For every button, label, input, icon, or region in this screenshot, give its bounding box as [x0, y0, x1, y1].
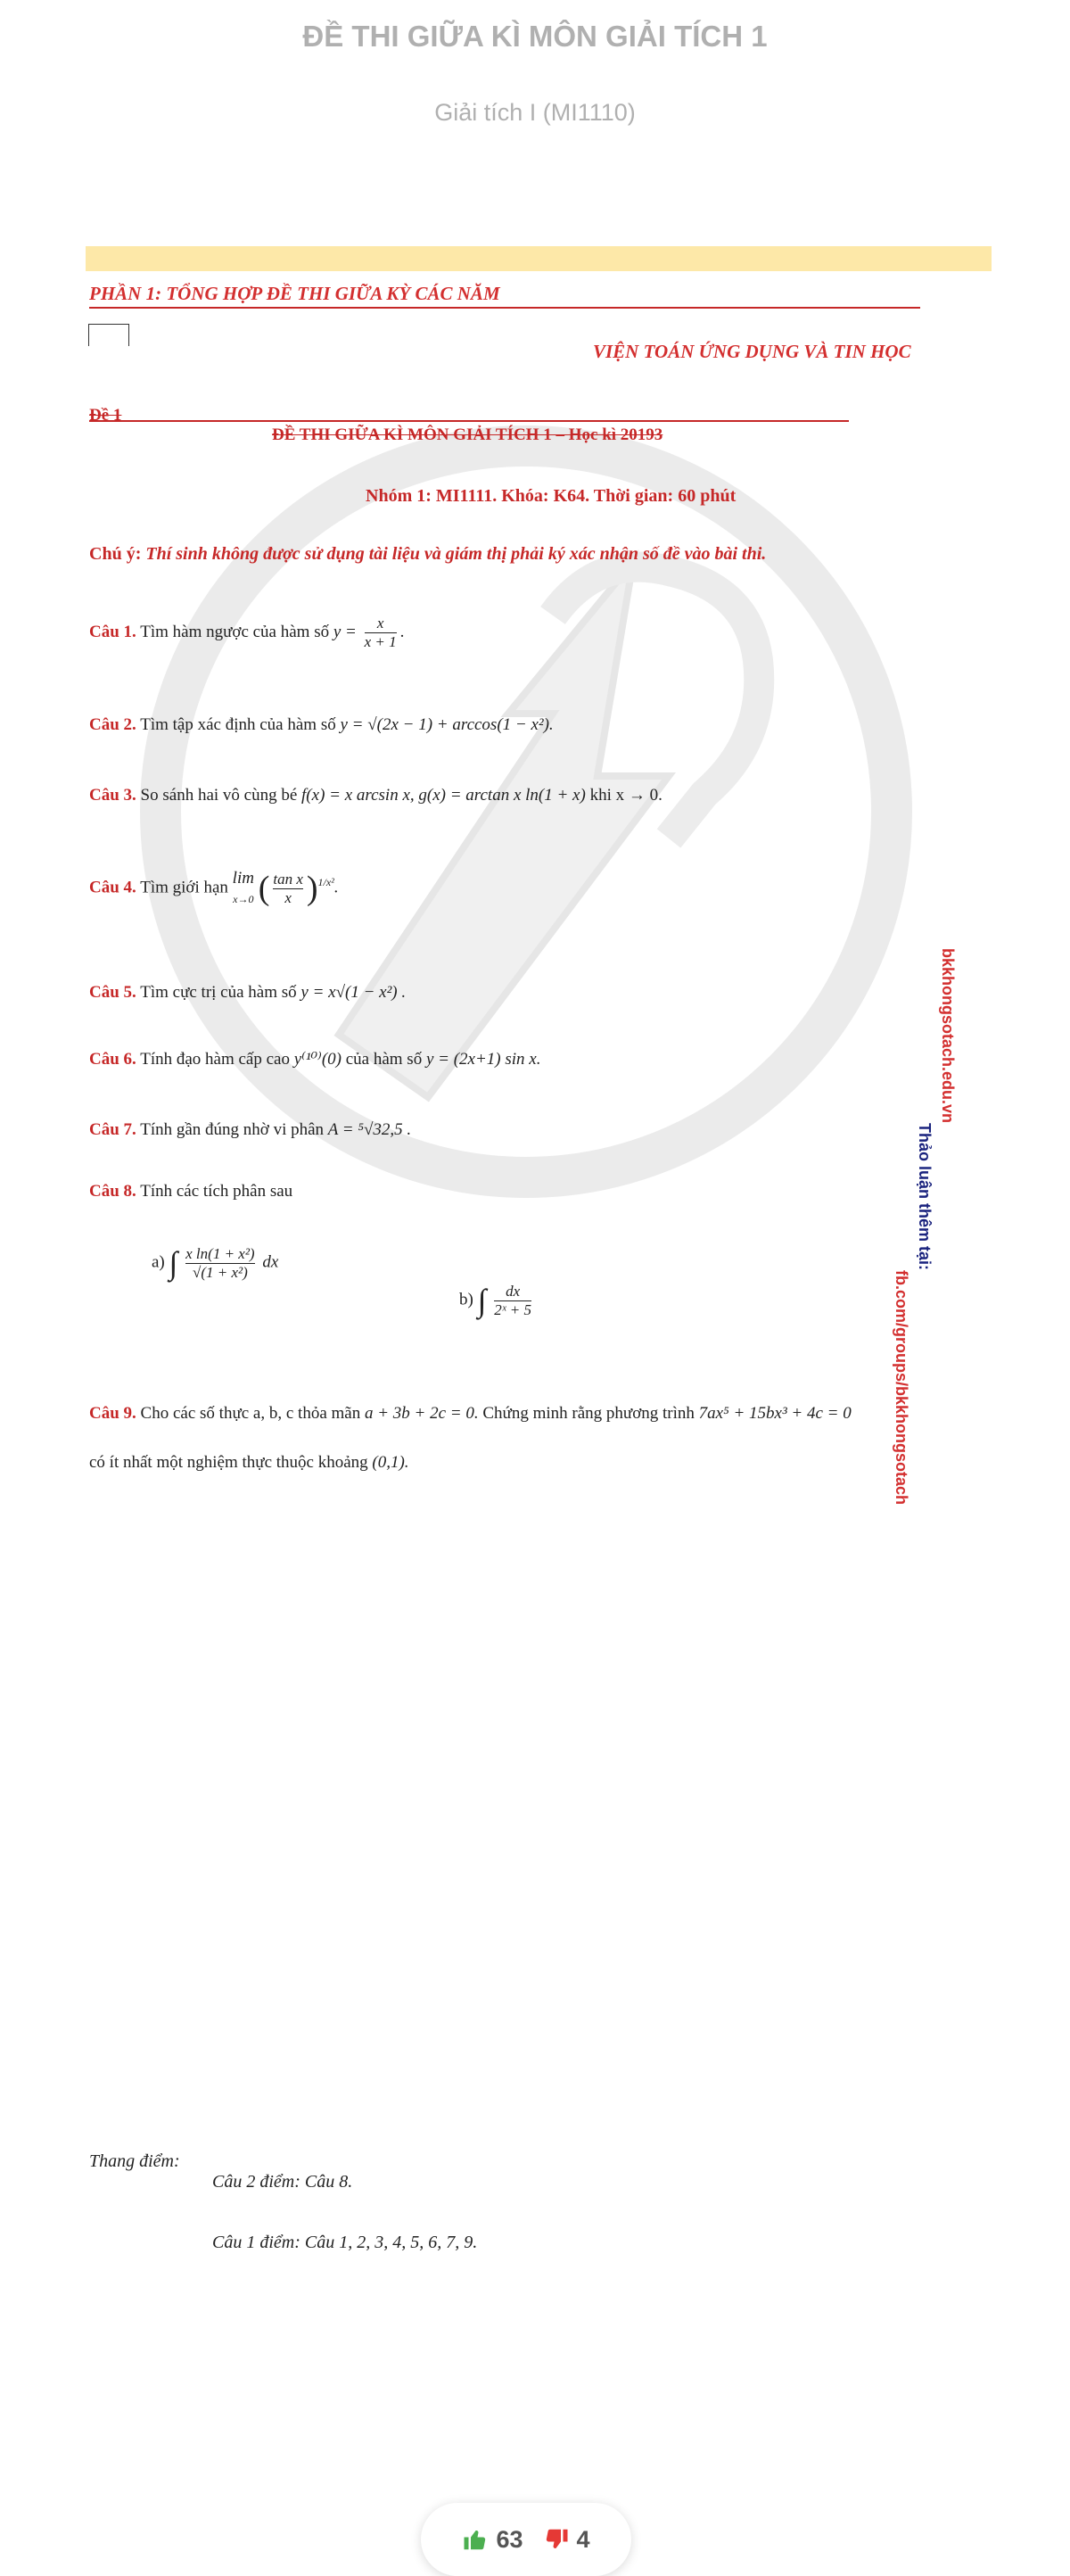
- formula: y = x√(1 − x²) .: [300, 983, 407, 1002]
- question-text: Tìm tập xác định của hàm số: [140, 715, 336, 734]
- note-label: Chú ý:: [89, 544, 142, 564]
- formula: y = √(2x − 1) + arccos(1 − x²).: [340, 715, 554, 734]
- page-header-subtitle: Giải tích I (MI1110): [434, 99, 636, 126]
- formula: 7ax⁵ + 15bx³ + 4c = 0: [698, 1404, 852, 1423]
- question-label: Câu 6.: [89, 1050, 136, 1069]
- grading-line1: Câu 2 điểm: Câu 8.: [212, 2172, 353, 2192]
- question-label: Câu 1.: [89, 622, 136, 641]
- question-label: Câu 8.: [89, 1182, 136, 1201]
- side-website: bkkhongsotach.edu.vn: [939, 948, 957, 1124]
- question-text: Tìm giới hạn: [140, 878, 228, 897]
- formula: lim x→0 ( $\frac{\text{tan x}}{x}$ )$^{1/x^2}$.: [232, 869, 339, 907]
- question-text: Tính gần đúng nhờ vi phân: [140, 1120, 325, 1139]
- question-label: Câu 2.: [89, 715, 136, 734]
- grading-label: Thang điểm:: [89, 2151, 180, 2172]
- formula: a + 3b + 2c = 0.: [364, 1404, 479, 1423]
- integral-a: a) ∫ $\frac{\text{x ln(1 + x²)}}{\text{√(1 + x²)}}$ dx: [152, 1244, 279, 1281]
- question-6: [89, 1049, 1070, 1069]
- section-title: PHẦN 1: TỔNG HỢP ĐỀ THI GIỮA KỲ CÁC NĂM: [89, 283, 500, 304]
- question-3: [89, 786, 1070, 805]
- formula: y⁽¹⁰⁾(0): [293, 1050, 342, 1069]
- question-tail: Chứng minh rằng phương trình: [482, 1404, 695, 1423]
- question-mid: của hàm số: [345, 1050, 423, 1069]
- integral-b: b) ∫ $\frac{dx}{\text{2ˣ + 5}}$: [459, 1282, 531, 1318]
- downvote-count: 4: [576, 2525, 590, 2553]
- question-9: [89, 1404, 1070, 1424]
- question-text: Tính các tích phân sau: [140, 1182, 293, 1201]
- question-label: Câu 9.: [89, 1404, 136, 1423]
- question-text: Cho các số thực a, b, c thỏa mãn: [140, 1404, 361, 1423]
- formula: A = ⁵√32,5 .: [327, 1120, 412, 1139]
- side-facebook-group: fb.com/groups/bkkhongsotach: [893, 1270, 910, 1506]
- formula: y =: [333, 622, 357, 641]
- question-label: Câu 4.: [89, 878, 136, 897]
- upvote-count: 63: [496, 2525, 523, 2553]
- question-label: Câu 7.: [89, 1120, 136, 1139]
- question-text: Tìm hàm ngược của hàm số: [140, 622, 330, 641]
- exam-note: [89, 544, 1070, 565]
- formula: f(x) = x arcsin x, g(x) = arctan x ln(1 + x): [301, 786, 586, 805]
- question-text: So sánh hai vô cùng bé: [140, 786, 298, 805]
- upvote-button[interactable]: [462, 2526, 523, 2554]
- question-label: Câu 3.: [89, 786, 136, 805]
- note-text: Thí sinh không được sử dụng tài liệu và giám thị phải ký xác nhận số đề vào bài thi.: [145, 544, 767, 564]
- highlight-band: [86, 246, 992, 271]
- formula: (0,1).: [372, 1453, 409, 1472]
- side-discussion-label: Thảo luận thêm tại:: [916, 1123, 934, 1271]
- formula: y = (2x+1) sin x.: [425, 1050, 541, 1069]
- exam-code-box: [88, 324, 129, 346]
- vote-bar: [421, 2503, 631, 2576]
- question-text: Tìm cực trị của hàm số: [140, 983, 297, 1002]
- downvote-button[interactable]: [543, 2526, 590, 2554]
- exam-title: ĐỀ THI GIỮA KÌ MÔN GIẢI TÍCH 1 – Học kì 20193: [272, 425, 663, 444]
- question-text: Tính đạo hàm cấp cao: [140, 1050, 290, 1069]
- thumbs-up-icon: [462, 2526, 489, 2553]
- question-tail: khi x → 0.: [589, 786, 663, 805]
- grading-line2: Câu 1 điểm: Câu 1, 2, 3, 4, 5, 6, 7, 9.: [212, 2233, 478, 2253]
- question-1: Câu 1. Tìm hàm ngược của hàm số y = $\frac{x}{x + 1}$ .: [89, 615, 405, 650]
- thumbs-down-icon: [543, 2526, 570, 2553]
- strike-rule: [89, 307, 920, 309]
- question-label: Câu 5.: [89, 983, 136, 1002]
- watermark-logo: [134, 419, 918, 1204]
- question-4: [89, 869, 1070, 908]
- question-9-line2: có ít nhất một nghiệm thực thuộc khoảng (0,1).: [89, 1453, 409, 1472]
- question-5: [89, 983, 1070, 1003]
- page-header-title: ĐỀ THI GIỮA KÌ MÔN GIẢI TÍCH 1: [302, 20, 768, 53]
- fraction: $\frac{x}{x + 1}$: [364, 615, 397, 650]
- exam-number: Đề 1: [89, 406, 122, 425]
- question-2: [89, 715, 1070, 735]
- exam-group-info: Nhóm 1: MI1111. Khóa: K64. Thời gian: 60 phút: [366, 486, 737, 506]
- institute-name: VIỆN TOÁN ỨNG DỤNG VÀ TIN HỌC: [593, 341, 911, 362]
